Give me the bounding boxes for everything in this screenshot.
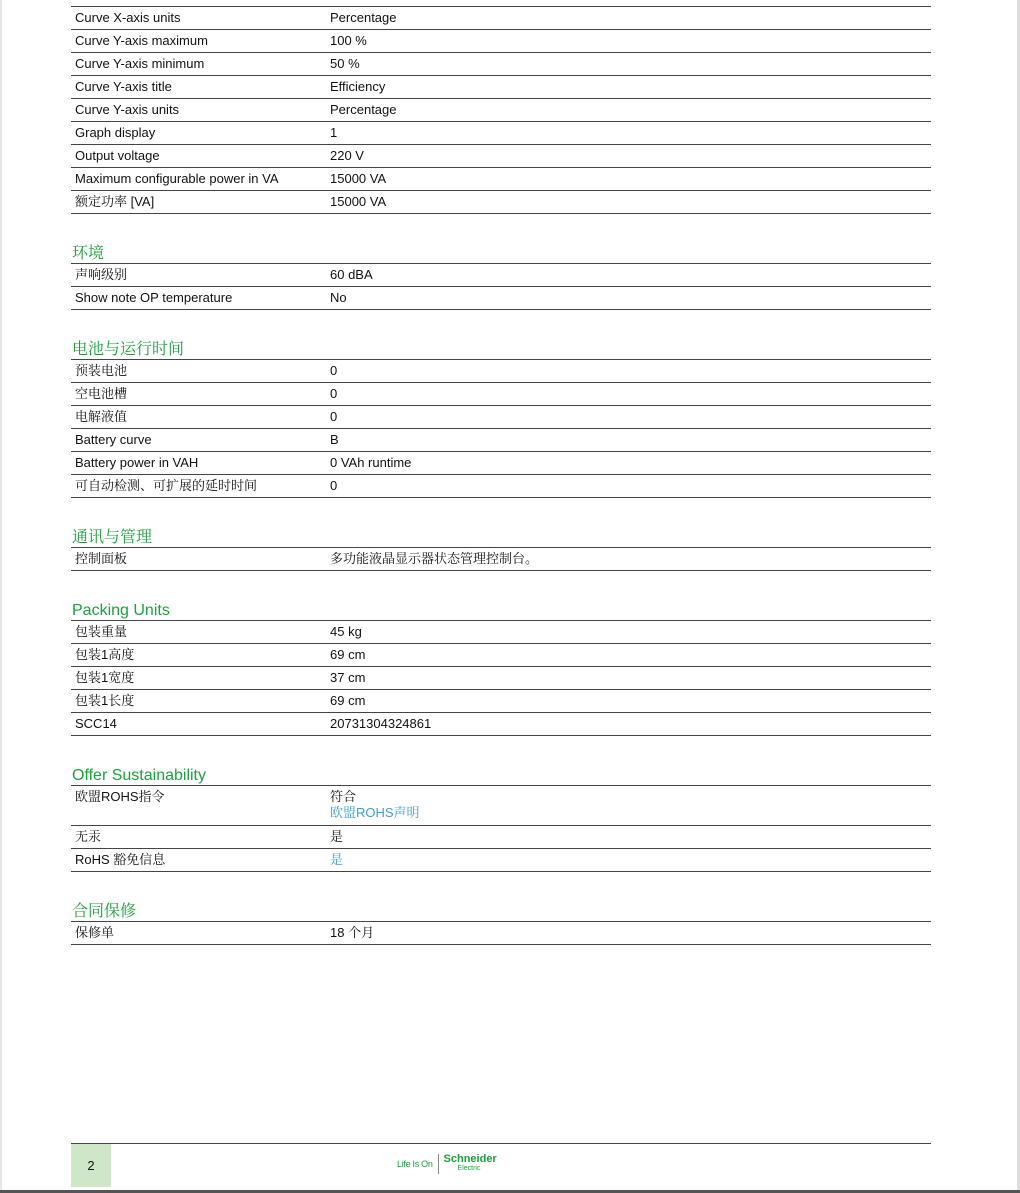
row-label: Output voltage xyxy=(75,148,160,163)
row-label: 包装1宽度 xyxy=(75,670,135,685)
row-value: B xyxy=(330,432,339,447)
row-value: 20731304324861 xyxy=(330,716,432,731)
table-row xyxy=(71,690,931,713)
table-row xyxy=(71,168,931,191)
section-battery xyxy=(71,341,931,498)
row-label: Curve Y-axis units xyxy=(75,102,180,117)
brand-name: Schneider xyxy=(443,1153,497,1165)
row-label: RoHS 豁免信息 xyxy=(75,852,166,867)
row-value: Percentage xyxy=(330,102,397,117)
table-row xyxy=(71,667,931,690)
table-row xyxy=(71,76,931,99)
table-row xyxy=(71,713,931,736)
table-row xyxy=(71,452,931,475)
table-row xyxy=(71,145,931,168)
row-label: 预装电池 xyxy=(75,363,128,378)
brand-mark xyxy=(444,1155,497,1173)
row-label: 电解液值 xyxy=(75,409,128,424)
row-label: 包装1高度 xyxy=(75,647,135,662)
table-row xyxy=(71,99,931,122)
logo-divider xyxy=(438,1154,439,1174)
row-label: Curve Y-axis maximum xyxy=(75,33,208,48)
section-title: Offer Sustainability xyxy=(72,767,206,784)
row-value: 60 dBA xyxy=(330,267,373,282)
row-label: Curve Y-axis title xyxy=(75,79,172,94)
row-value: 0 xyxy=(330,409,338,424)
row-value: 69 cm xyxy=(330,693,366,708)
row-label: 欧盟ROHS指令 xyxy=(75,789,165,804)
document-content xyxy=(71,6,931,945)
row-value: 15000 VA xyxy=(330,171,387,186)
spec-table xyxy=(71,263,931,310)
rohs-declaration-link[interactable]: 欧盟ROHS声明 xyxy=(330,805,420,820)
table-row xyxy=(71,191,931,214)
row-label: 可自动检测、可扩展的延时时间 xyxy=(75,478,258,493)
footer-divider xyxy=(71,1143,931,1144)
section-warranty xyxy=(71,903,931,945)
row-value: 37 cm xyxy=(330,670,366,685)
row-value: 是 xyxy=(330,829,344,844)
section-title: 环境 xyxy=(72,245,105,262)
table-row xyxy=(71,53,931,76)
row-label: Graph display xyxy=(75,125,156,140)
table-row xyxy=(71,383,931,406)
row-value: 220 V xyxy=(330,148,364,163)
table-row xyxy=(71,826,931,849)
page-number: 2 xyxy=(71,1144,111,1187)
spec-table xyxy=(71,547,931,571)
row-label: 声响级别 xyxy=(75,267,128,282)
table-row xyxy=(71,7,931,30)
section-communication xyxy=(71,529,931,571)
row-value: 100 % xyxy=(330,33,367,48)
row-value: No xyxy=(330,290,347,305)
section-packing-units xyxy=(71,602,931,736)
row-label: 空电池槽 xyxy=(75,386,128,401)
rohs-exemption-link[interactable]: 是 xyxy=(330,852,344,867)
row-value: 0 xyxy=(330,363,338,378)
row-label: 保修单 xyxy=(75,925,115,940)
table-row xyxy=(71,849,931,872)
row-value: Efficiency xyxy=(330,79,386,94)
row-label: 额定功率 [VA] xyxy=(75,194,155,209)
table-row xyxy=(71,922,931,945)
section-title: Packing Units xyxy=(72,602,170,619)
row-label: 控制面板 xyxy=(75,551,128,566)
spec-table xyxy=(71,359,931,498)
row-value: 15000 VA xyxy=(330,194,387,209)
table-row xyxy=(71,429,931,452)
row-label: SCC14 xyxy=(75,716,117,731)
section-title: 通讯与管理 xyxy=(72,529,153,546)
row-value: 0 xyxy=(330,478,338,493)
row-value: 50 % xyxy=(330,56,360,71)
row-value: 0 xyxy=(330,386,338,401)
row-label: Battery power in VAH xyxy=(75,455,199,470)
row-label: Maximum configurable power in VA xyxy=(75,171,279,186)
row-value: 1 xyxy=(330,125,338,140)
row-value: 多功能液晶显示器状态管理控制台。 xyxy=(330,551,539,566)
spec-table xyxy=(71,921,931,945)
row-label: 包装重量 xyxy=(75,624,128,639)
row-label: Show note OP temperature xyxy=(75,290,233,305)
row-label: 无汞 xyxy=(75,829,102,844)
life-is-on-tagline: Life Is On xyxy=(397,1159,433,1169)
table-row xyxy=(71,406,931,429)
row-label: 包装1长度 xyxy=(75,693,135,708)
row-value: Percentage xyxy=(330,10,397,25)
spec-table xyxy=(71,785,931,872)
schneider-logo xyxy=(397,1152,497,1176)
brand-subtitle: Electric xyxy=(457,1165,481,1172)
spec-table xyxy=(71,620,931,736)
row-label: Battery curve xyxy=(75,432,152,447)
row-value: 69 cm xyxy=(330,647,366,662)
table-row xyxy=(71,30,931,53)
spec-table-top xyxy=(71,6,931,214)
row-value: 18 个月 xyxy=(330,925,375,940)
table-row xyxy=(71,360,931,383)
table-row xyxy=(71,644,931,667)
table-row xyxy=(71,548,931,571)
table-row xyxy=(71,264,931,287)
section-environment xyxy=(71,245,931,310)
row-label: Curve Y-axis minimum xyxy=(75,56,205,71)
row-value: 45 kg xyxy=(330,624,362,639)
section-title: 合同保修 xyxy=(72,903,137,920)
row-value xyxy=(326,786,931,825)
table-row xyxy=(71,287,931,310)
row-value: 0 VAh runtime xyxy=(330,455,412,470)
rohs-value: 符合 xyxy=(330,789,357,804)
page-edge-left xyxy=(0,0,2,1193)
table-row xyxy=(71,122,931,145)
table-row xyxy=(71,786,931,826)
section-offer-sustainability xyxy=(71,767,931,872)
section-title: 电池与运行时间 xyxy=(72,341,185,358)
table-row xyxy=(71,475,931,498)
row-label: Curve X-axis units xyxy=(75,10,181,25)
table-row xyxy=(71,621,931,644)
